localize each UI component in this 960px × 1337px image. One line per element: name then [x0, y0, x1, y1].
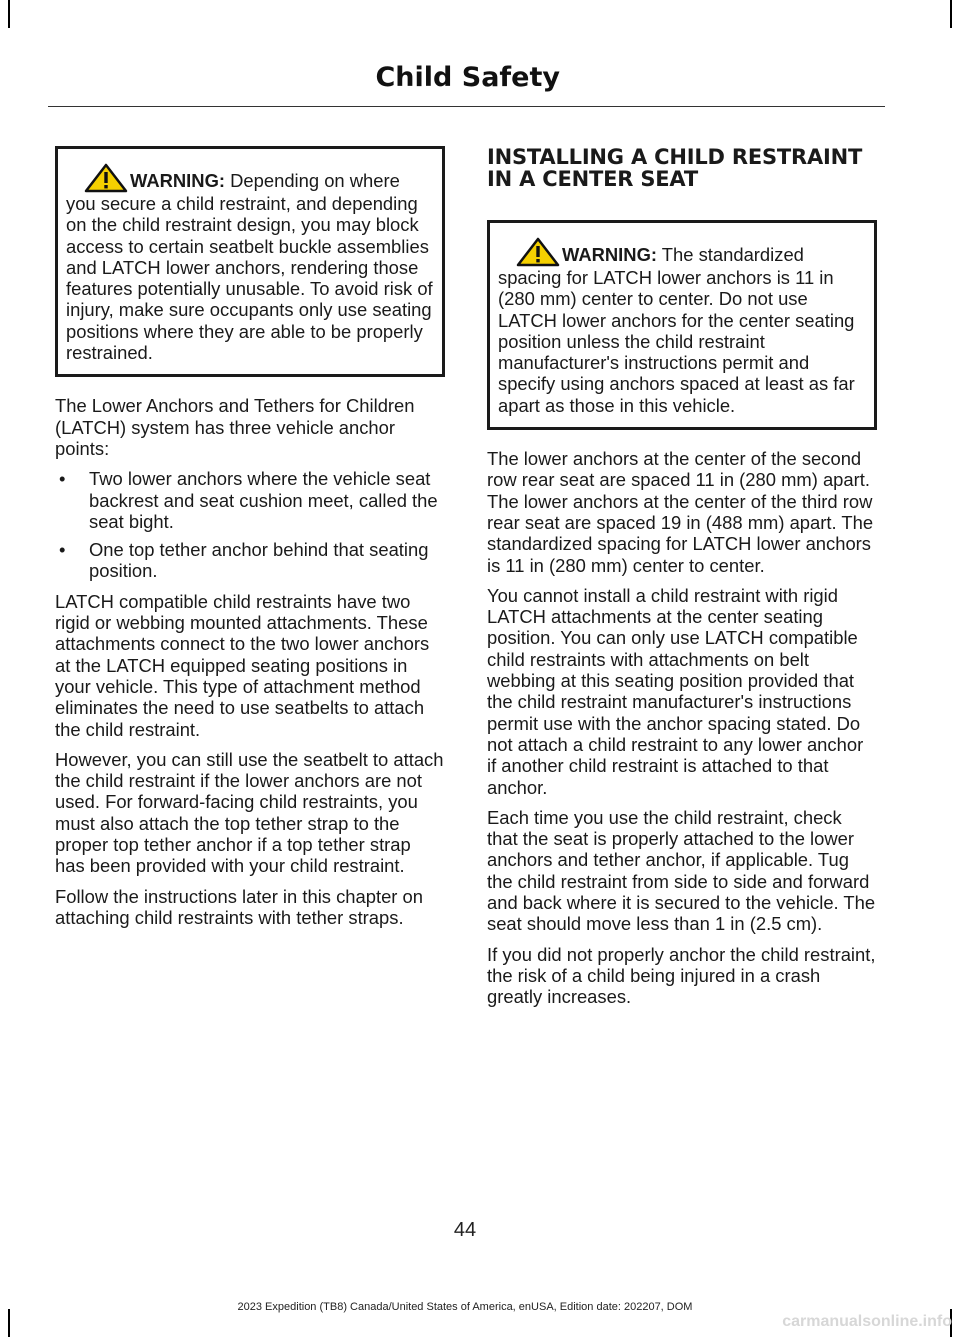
section-heading: INSTALLING A CHILD RESTRAINT IN A CENTER SEAT — [487, 145, 863, 191]
bullet: • — [59, 539, 66, 561]
page-title: Child Safety — [375, 62, 560, 93]
warning-box — [487, 220, 877, 430]
body-paragraph: However, you can still use the seatbelt to attach the child restraint if the lower anchors are not used. For forward-facing child restraints, you must also attach the top tether strap to the proper top tether anchor if a top tether strap has been provided with your child restraint. — [55, 748, 444, 877]
warning-text: The standardized spacing for LATCH lower anchors is 11 in (280 mm) center to center. Do not use LATCH lower anchors for the center seating position unless the child restraint manufacturer's instructions permit and specify using anchors spaced at least as far apart as those in this vehicle. — [498, 244, 855, 416]
list-item — [55, 468, 445, 532]
list-item — [55, 539, 445, 582]
body-paragraph: LATCH compatible child restraints have two rigid or webbing mounted attachments. These attachments connect to the two lower anchors at the LATCH equipped seating positions in your vehicle. This type of attachment method eliminates the need to use seatbelts to attach the child restraint. — [55, 590, 430, 740]
warning-triangle-icon — [516, 237, 560, 267]
left-column — [55, 146, 445, 937]
header-divider — [48, 106, 885, 107]
bullet: • — [59, 468, 66, 490]
body-paragraph: Each time you use the child restraint, check that the seat is properly attached to the lower anchors and tether anchor, if applicable. Tug the child restraint from side to side and forward and back where it is secured to the vehicle. The seat should move less than 1 in (2.5 cm). — [487, 806, 876, 935]
warning-label: WARNING: — [130, 170, 226, 191]
intro-paragraph: The Lower Anchors and Tethers for Children (LATCH) system has three vehicle anchor points: — [55, 395, 415, 459]
warning-text: Depending on where you secure a child restraint, and depending on the child restraint design, you may block access to certain seatbelt buckle assemblies and LATCH lower anchors, rendering those features potentially unusable. To avoid risk of injury, make sure occupants only use seating positions where they are able to be properly restrained. — [66, 170, 433, 364]
footer-text: 2023 Expedition (TB8) Canada/United States of America, enUSA, Edition date: 202207, DOM — [237, 1301, 693, 1313]
page-number: 44 — [453, 1219, 477, 1241]
body-paragraph: You cannot install a child restraint with rigid LATCH attachments at the center seating position. You can only use LATCH compatible child restraints with attachments on belt webbing at this seating position provided that the child restraint manufacturer's instructions permit use with the anchor spacing stated. Do not attach a child restraint to any lower anchor if another child restraint is attached to that anchor. — [487, 584, 864, 798]
right-column — [487, 146, 877, 1017]
list-item-text: Two lower anchors where the vehicle seat backrest and seat cushion meet, called the seat bight. — [89, 468, 438, 532]
list-item-text: One top tether anchor behind that seating position. — [89, 539, 429, 582]
body-paragraph: If you did not properly anchor the child restraint, the risk of a child being injured in a crash greatly increases. — [487, 943, 876, 1008]
crop-mark — [950, 0, 952, 28]
crop-mark — [8, 0, 10, 28]
anchor-points-list — [55, 468, 445, 581]
body-paragraph: Follow the instructions later in this chapter on attaching child restraints with tether straps. — [55, 885, 423, 928]
warning-label: WARNING: — [562, 244, 658, 265]
crop-mark — [8, 1309, 10, 1337]
warning-triangle-icon — [84, 163, 128, 193]
body-paragraph: The lower anchors at the center of the second row rear seat are spaced 11 in (280 mm) apart. The lower anchors at the center of the third row rear seat are spaced 19 in (488 mm) apart. The standardized spacing for LATCH lower anchors is 11 in (280 mm) center to center. — [487, 448, 874, 576]
watermark: carmanualsonline.info — [782, 1313, 952, 1330]
warning-box — [55, 146, 445, 377]
